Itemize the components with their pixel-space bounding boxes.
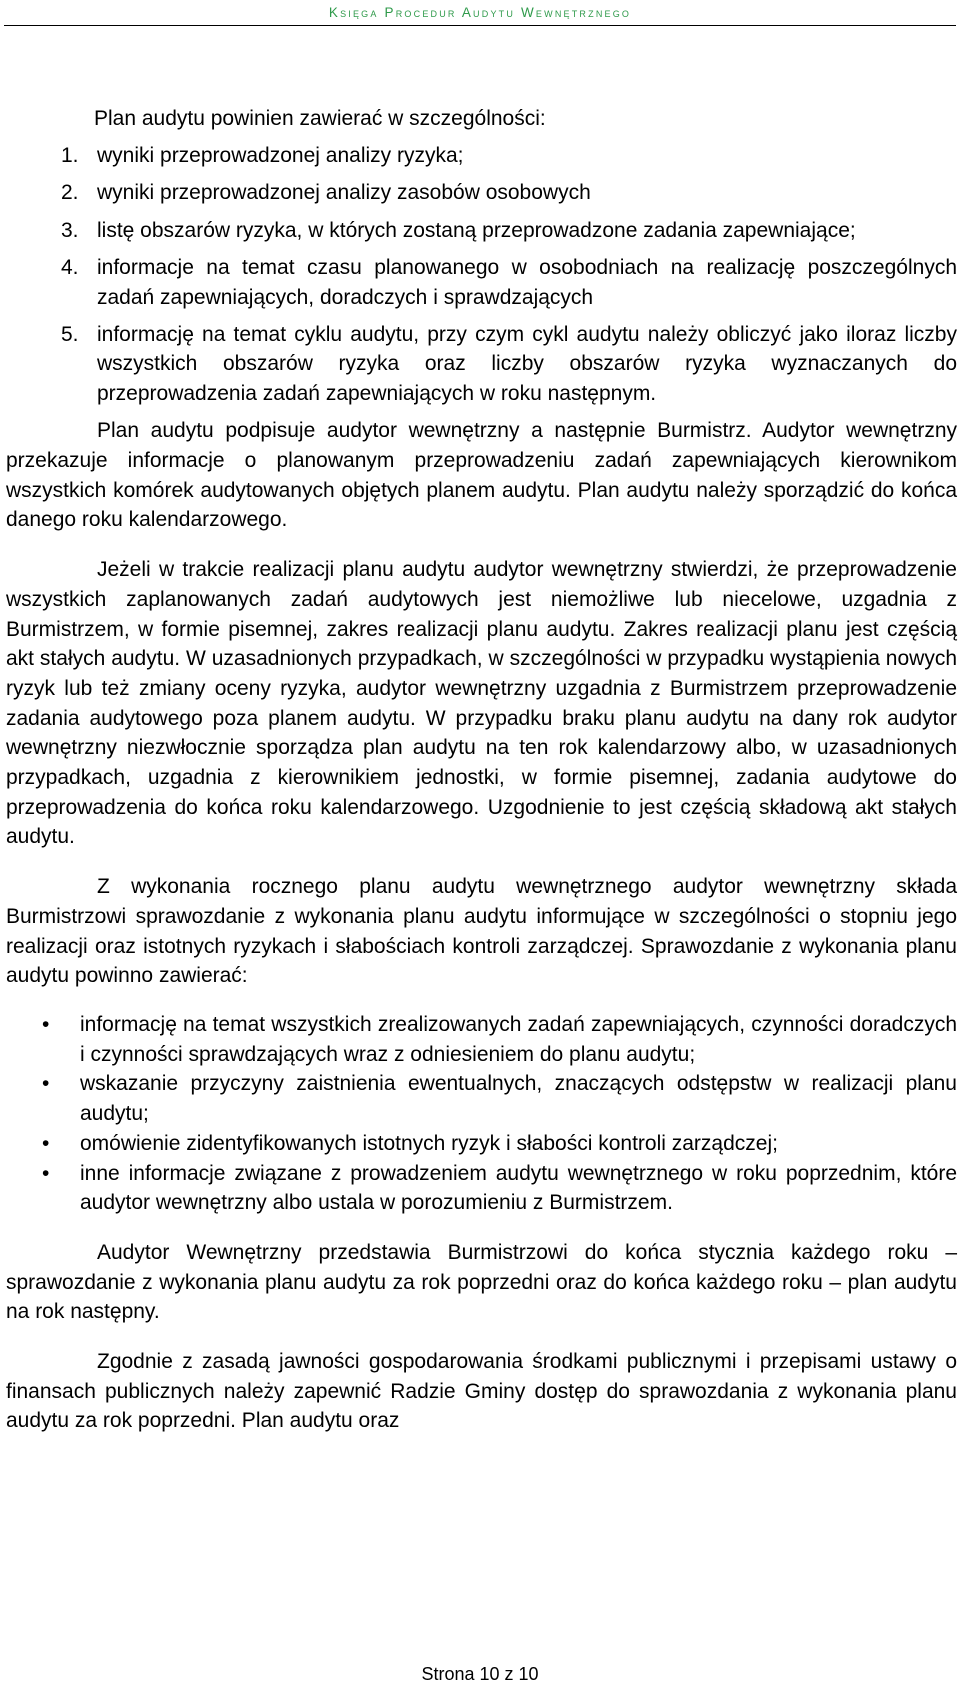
list-item [6,141,957,171]
list-marker: 2. [61,181,79,205]
list-item-text: informację na temat wszystkich zrealizowanych zadań zapewniających, czynności doradczych i czynności sprawdzających wraz z odniesieniem do planu audytu; [80,1012,957,1066]
list-item-text: wskazanie przyczyny zaistnienia ewentualnych, znaczących odstępstw w realizacji planu audytu; [80,1072,957,1126]
document-body [6,104,957,1436]
intro-text: Plan audytu powinien zawierać w szczególności: [94,107,546,130]
list-item [6,1129,957,1159]
paragraph-transparency: Zgodnie z zasadą jawności gospodarowania środkami publicznymi i przepisami ustawy o finansach publicznych należy zapewnić Radzie Gminy dostęp do sprawozdania z wykonania planu audytu za rok poprzedni. Plan audytu oraz [6,1350,957,1433]
bullet-list [6,1010,957,1218]
list-marker: 5. [61,322,79,346]
list-marker: 4. [61,255,79,279]
header-rule [4,25,956,26]
list-item-text: omówienie zidentyfikowanych istotnych ryzyk i słabości kontroli zarządczej; [80,1131,778,1155]
paragraph-annual-report: Audytor Wewnętrzny przedstawia Burmistrzowi do końca stycznia każdego roku – sprawozdanie z wykonania planu audytu za rok poprzedni oraz do końca każdego roku – plan audytu na rok następny. [6,1240,957,1324]
paragraph-plan-changes: Jeżeli w trakcie realizacji planu audytu audytor wewnętrzny stwierdzi, że przeprowadzenie wszystkich zaplanowanych zadań audytowych jest niemożliwe lub niecelowe, uzgadnia z Burmistrzem, w formie pisemnej, zakres realizacji planu audytu. Zakres realizacji planu jest częścią akt stałych audytu. W uzasadnionych przypadkach, w szczególności w przypadku wystąpienia nowych ryzyk lub też zmiany oceny ryzyka, audytor wewnętrzny uzgadnia z Burmistrzem przeprowadzenie zadania audytowego poza planem audytu. W przypadku braku planu audytu na dany rok audytor wewnętrzny niezwłocznie sporządza plan audytu na ten rok kalendarzowy albo, w uzasadnionych przypadkach, uzgadnia z kierownikiem jednostki, w formie pisemnej, zadania audytowe do przeprowadzenia do końca roku kalendarzowego. Uzgodnienie to jest częścią składową akt stałych audytu. [6,558,957,849]
list-item [6,1010,957,1069]
bullet-marker: • [42,1131,50,1155]
bullet-marker: • [42,1072,50,1096]
page-header [0,2,960,26]
list-item-text: wyniki przeprowadzonej analizy zasobów osobowych [97,181,591,205]
paragraph-report: Z wykonania rocznego planu audytu wewnętrznego audytor wewnętrzny składa Burmistrzowi sprawozdanie z wykonania planu audytu informujące w szczególności o stopniu jego realizacji oraz istotnych ryzykach i słabościach kontroli zarządczej. Sprawozdanie z wykonania planu audytu powinno zawierać: [6,875,957,988]
header-title: Księga Procedur Audytu Wewnętrznego [328,5,632,20]
list-item [6,1159,957,1218]
list-item-text: informacje na temat czasu planowanego w osobodniach na realizację poszczególnych zadań zapewniających, doradczych i sprawdzających [97,255,957,309]
numbered-list [6,141,957,409]
list-item [6,320,957,409]
list-item-text: informację na temat cyklu audytu, przy czym cykl audytu należy obliczyć jako iloraz liczby wszystkich obszarów ryzyka oraz liczby obszarów ryzyka wyznaczanych do przeprowadzenia zadań zapewniających w roku następnym. [97,322,957,406]
bullet-marker: • [42,1012,50,1036]
list-marker: 1. [61,144,79,168]
paragraph-plan-signing: Plan audytu podpisuje audytor wewnętrzny a następnie Burmistrz. Audytor wewnętrzny przekazuje informacje o planowanym przeprowadzeniu zadań zapewniających kierownikom wszystkich komórek audytowanych objętych planem audytu. Plan audytu należy sporządzić do końca danego roku kalendarzowego. [6,419,957,532]
bullet-marker: • [42,1161,50,1185]
list-item-text: wyniki przeprowadzonej analizy ryzyka; [97,144,464,168]
page-footer [0,1663,960,1685]
list-item [6,216,957,246]
page-number: Strona 10 z 10 [421,1664,539,1684]
list-item [6,178,957,208]
list-item-text: listę obszarów ryzyka, w których zostaną przeprowadzone zadania zapewniające; [97,218,856,242]
list-item [6,253,957,312]
list-item [6,1069,957,1128]
list-item-text: inne informacje związane z prowadzeniem audytu wewnętrznego w roku poprzednim, które audytor wewnętrzny albo ustala w porozumieniu z Burmistrzem. [80,1161,957,1215]
list-marker: 3. [61,218,79,242]
